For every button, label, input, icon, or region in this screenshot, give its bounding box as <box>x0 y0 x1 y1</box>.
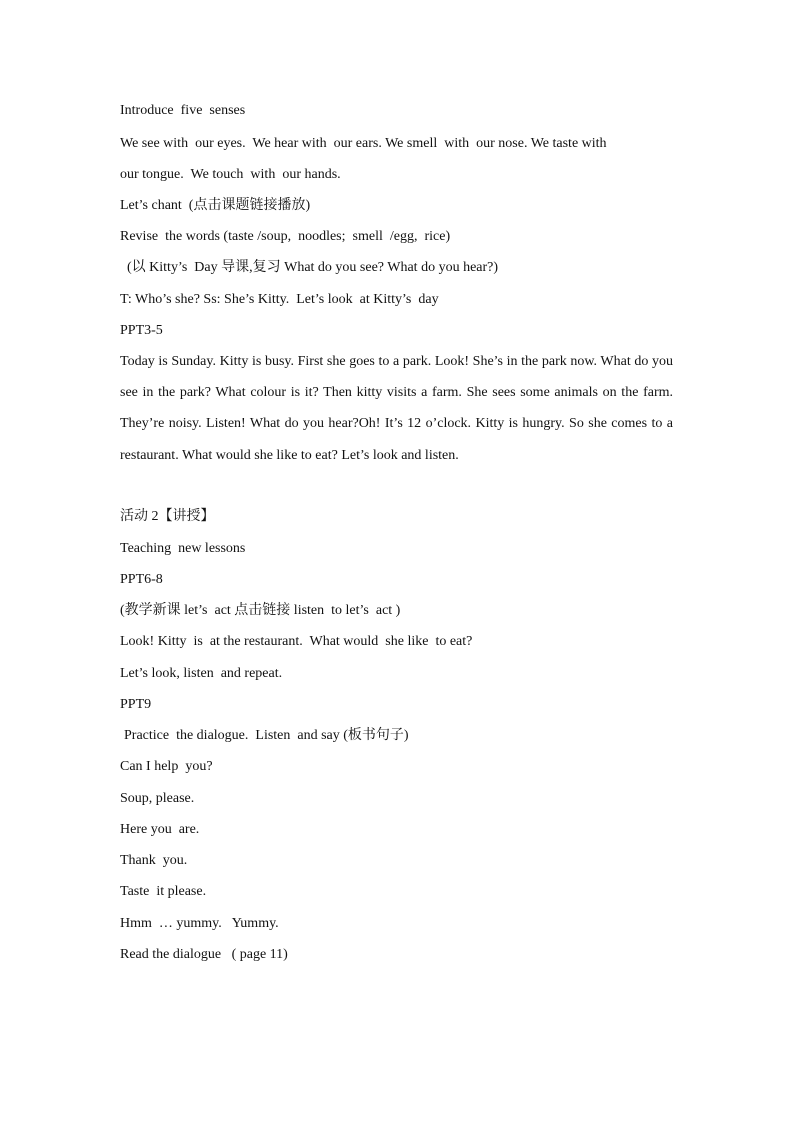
text-line: T: Who’s she? Ss: She’s Kitty. Let’s look at Kitty’s day <box>120 292 439 307</box>
heading-introduce-senses: Introduce five senses <box>120 103 246 118</box>
story-paragraph: Today is Sunday. Kitty is busy. First she goes to a park. Look! She’s in the park now. What do you see in the park? What colour is it? Then kitty visits a farm. She sees some animals on the farm. They’re noisy. Listen! What do you hear?Oh! It’s 12 o’clock. Kitty is hungry. So she comes to a restaurant. What would she like to eat? Let’s look and listen. <box>120 354 673 463</box>
dialogue-line: Thank you. <box>120 853 188 868</box>
slide-reference: PPT6-8 <box>120 572 163 587</box>
dialogue-line: Can I help you? <box>120 759 213 774</box>
dialogue-line: Here you are. <box>120 822 200 837</box>
text-line: Teaching new lessons <box>120 541 246 556</box>
text-line: (教学新课 let’s act 点击链接 listen to let’s act ) <box>120 603 401 618</box>
dialogue-line: Hmm … yummy. Yummy. <box>120 916 279 931</box>
text-line: Read the dialogue ( page 11) <box>120 947 288 962</box>
dialogue-line: Taste it please. <box>120 884 207 899</box>
activity-heading: 活动 2【讲授】 <box>120 509 215 524</box>
text-line: our tongue. We touch with our hands. <box>120 167 341 182</box>
text-line: Let’s chant (点击课题链接播放) <box>120 198 311 213</box>
text-line: Practice the dialogue. Listen and say (板书句子) <box>124 728 409 743</box>
text-line: Look! Kitty is at the restaurant. What would she like to eat? <box>120 634 473 649</box>
text-line: (以 Kitty’s Day 导课,复习 What do you see? What do you hear?) <box>127 260 499 275</box>
dialogue-line: Soup, please. <box>120 791 195 806</box>
text-line: We see with our eyes. We hear with our ears. We smell with our nose. We taste with <box>120 136 607 151</box>
text-line: Let’s look, listen and repeat. <box>120 666 283 681</box>
slide-reference: PPT9 <box>120 697 152 712</box>
slide-reference: PPT3-5 <box>120 323 163 338</box>
text-line: Revise the words (taste /soup, noodles; smell /egg, rice) <box>120 229 451 244</box>
